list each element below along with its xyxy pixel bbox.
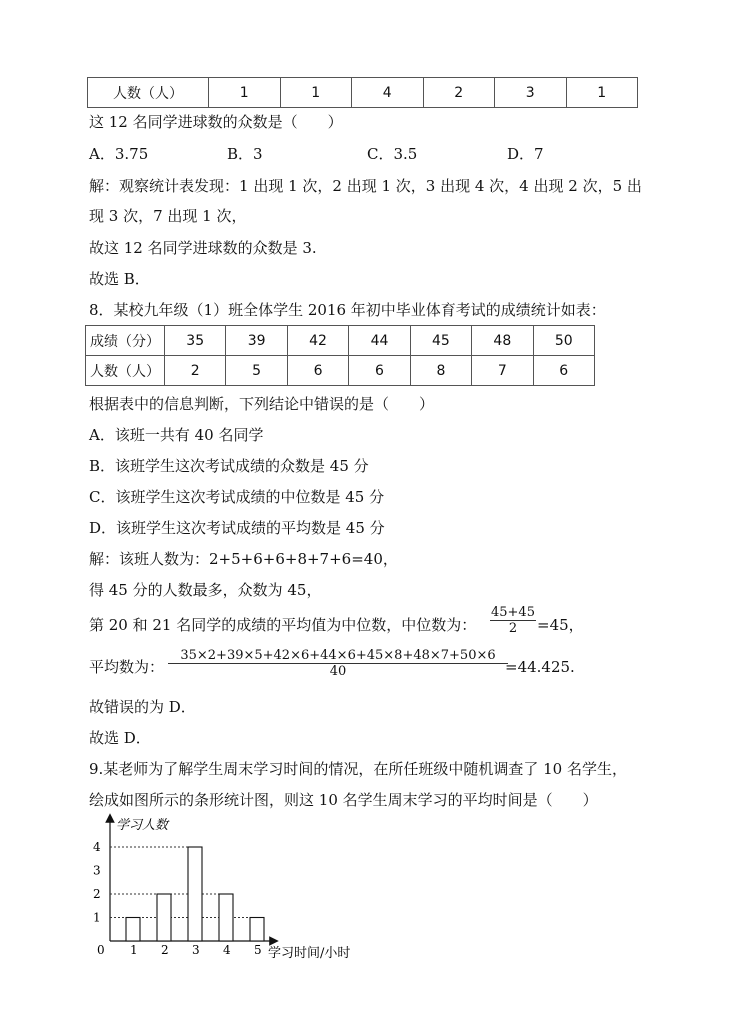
- q7-question: 这 12 名同学进球数的众数是（ ）: [89, 113, 343, 131]
- q8-answer: 故选 D．: [89, 729, 151, 747]
- q8-score-row: [86, 326, 595, 356]
- q7-count-cell: 1: [280, 78, 352, 108]
- q8-solution-3: 第 20 和 21 名同学的成绩的平均值为中位数，中位数为：: [89, 616, 477, 634]
- bar: [250, 918, 264, 942]
- q8-score-cell: 42: [287, 326, 348, 356]
- q8-score-cell: 35: [165, 326, 226, 356]
- q8-count-cell: 6: [287, 356, 348, 386]
- q8-option-b: B．该班学生这次考试成绩的众数是 45 分: [89, 457, 369, 475]
- q7-option-c: C．3.5: [367, 145, 418, 163]
- q8-count-cell: 8: [410, 356, 471, 386]
- q8-option-c: C．该班学生这次考试成绩的中位数是 45 分: [89, 488, 385, 506]
- x-tick-label: 2: [161, 943, 169, 957]
- q8-score-cell: 39: [226, 326, 287, 356]
- q7-conclusion: 故这 12 名同学进球数的众数是 3.: [89, 239, 317, 257]
- q8-wrong: 故错误的为 D．: [89, 698, 196, 716]
- mean-fraction: [168, 648, 508, 679]
- q8-score-cell: 50: [533, 326, 594, 356]
- x-axis-label: 学习时间/小时: [268, 946, 351, 961]
- y-tick-label: 1: [93, 910, 101, 925]
- mean-result: =44.425.: [505, 658, 575, 676]
- q7-count-cell: 1: [566, 78, 638, 108]
- q9-stem-line1: 9.某老师为了解学生周末学习时间的情况，在所任班级中随机调查了 10 名学生，: [89, 760, 627, 778]
- y-tick-label: 3: [93, 863, 101, 878]
- q7-solution-line1: 解：观察统计表发现：1 出现 1 次，2 出现 1 次，3 出现 4 次，4 出现 2 次，5 出: [89, 177, 642, 195]
- q8-score-table: [85, 325, 595, 386]
- q8-option-a: A．该班一共有 40 名同学: [89, 426, 264, 444]
- median-fraction: [490, 605, 536, 636]
- q7-count-table: [87, 77, 638, 108]
- q8-count-label: 人数（人）: [86, 356, 165, 386]
- q8-score-cell: 45: [410, 326, 471, 356]
- q8-score-cell: 44: [349, 326, 410, 356]
- mean-numerator: 35×2+39×5+42×6+44×6+45×8+48×7+50×6: [168, 648, 508, 664]
- q8-count-cell: 6: [533, 356, 594, 386]
- mean-prefix: 平均数为：: [89, 658, 165, 676]
- q7-count-cell: 3: [495, 78, 567, 108]
- bar: [188, 847, 202, 941]
- q8-count-cell: 7: [472, 356, 533, 386]
- x-tick-label: 5: [254, 943, 262, 957]
- bar: [219, 894, 233, 941]
- y-axis-label: 学习人数: [116, 818, 169, 833]
- q7-count-cell: 4: [352, 78, 424, 108]
- q9-stem-line2: 绘成如图所示的条形统计图，则这 10 名学生周末学习的平均时间是（ ）: [89, 791, 598, 809]
- x-tick-label: 1: [130, 943, 138, 957]
- q7-count-label: 人数（人）: [88, 78, 209, 108]
- q8-score-label: 成绩（分）: [86, 326, 165, 356]
- q8-stem: 8．某校九年级（1）班全体学生 2016 年初中毕业体育考试的成绩统计如表：: [89, 301, 606, 319]
- q8-solution-2: 得 45 分的人数最多，众数为 45，: [89, 581, 322, 599]
- y-tick-label: 4: [93, 840, 101, 854]
- q7-answer: 故选 B．: [89, 270, 150, 288]
- q8-solution-1: 解：该班人数为：2+5+6+6+8+7+6=40，: [89, 550, 398, 568]
- y-tick-label: 2: [93, 887, 101, 901]
- q7-option-b: B．3: [227, 145, 263, 163]
- q7-count-cell: 2: [423, 78, 495, 108]
- bar: [126, 918, 140, 942]
- median-result: =45，: [537, 616, 584, 634]
- q8-count-cell: 5: [226, 356, 287, 386]
- q7-option-a: A．3.75: [89, 145, 149, 163]
- q8-score-cell: 48: [472, 326, 533, 356]
- median-denominator: 2: [508, 621, 518, 636]
- q8-count-cell: 2: [165, 356, 226, 386]
- q8-question: 根据表中的信息判断，下列结论中错误的是（ ）: [89, 395, 435, 413]
- bar: [157, 894, 171, 941]
- q7-option-d: D．7: [507, 145, 544, 163]
- x-tick-label: 3: [192, 943, 200, 957]
- q7-solution-line2: 现 3 次，7 出现 1 次，: [89, 207, 247, 225]
- q7-count-cell: 1: [209, 78, 281, 108]
- q8-count-cell: 6: [349, 356, 410, 386]
- median-numerator: 45+45: [491, 605, 535, 620]
- q8-count-row: [86, 356, 595, 386]
- mean-denominator: 40: [329, 664, 347, 679]
- origin-label: 0: [97, 943, 105, 957]
- q7-count-row: [88, 78, 638, 108]
- q8-option-d: D．该班学生这次考试成绩的平均数是 45 分: [89, 519, 385, 537]
- x-tick-label: 4: [223, 943, 231, 957]
